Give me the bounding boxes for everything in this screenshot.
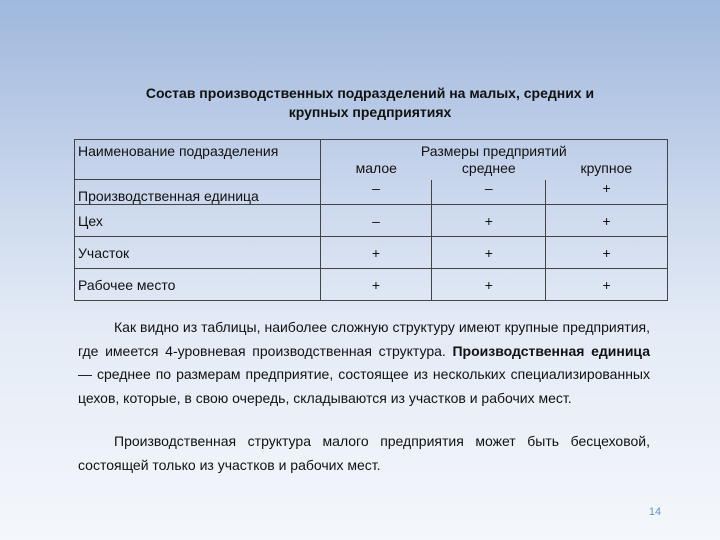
- page-number: 14: [648, 506, 662, 518]
- title-line-1: Состав производственных подразделений на малых, средних и: [145, 85, 595, 101]
- table-header-row: [75, 140, 668, 160]
- size-large: крупное: [546, 160, 668, 180]
- table-row: [75, 180, 668, 205]
- row-name: Производственная единица: [75, 180, 321, 205]
- row-small: +: [320, 237, 432, 269]
- size-small: малое: [320, 160, 432, 180]
- row-name: Цех: [75, 205, 321, 237]
- size-medium: среднее: [461, 159, 516, 176]
- row-small: +: [320, 269, 432, 301]
- table-row: [75, 237, 668, 269]
- header-sizes: Размеры предприятий: [320, 140, 667, 160]
- header-unit-name: Наименование подразделения: [75, 140, 321, 180]
- row-name: Рабочее место: [75, 269, 321, 301]
- title-line-2: крупных предприятиях: [288, 104, 452, 120]
- row-name: Участок: [75, 237, 321, 269]
- row-medium: +: [432, 269, 546, 301]
- row-large: +: [546, 269, 668, 301]
- row-small: –: [320, 180, 432, 205]
- units-table: [74, 139, 668, 301]
- row-small: –: [320, 205, 432, 237]
- row-large: +: [546, 180, 668, 205]
- paragraph-1-end: — среднее по размерам предприятие, состоящее из нескольких специализированных цехов, которые, в свою очередь, складываются из участков и рабочих мест.: [78, 366, 650, 406]
- table-row: [75, 269, 668, 301]
- row-medium: –: [432, 180, 546, 205]
- paragraph-1-bold-term: Производственная единица: [452, 342, 650, 359]
- paragraph-2: [78, 430, 650, 477]
- row-medium: +: [432, 205, 546, 237]
- row-large: +: [546, 237, 668, 269]
- row-large: +: [546, 205, 668, 237]
- row-medium: +: [432, 237, 546, 269]
- table-title: [110, 84, 630, 122]
- paragraph-2-text: Производственная структура малого предприятия может быть бесцеховой, состоящей только из участков и рабочих мест.: [78, 433, 650, 473]
- table-row: [75, 205, 668, 237]
- paragraph-1: [78, 316, 650, 410]
- paragraph-1-start: Как видно из таблицы, наиболее сложную структуру имеют крупные предприятия, где имеется 4-уровневая производственная структура.: [78, 319, 650, 359]
